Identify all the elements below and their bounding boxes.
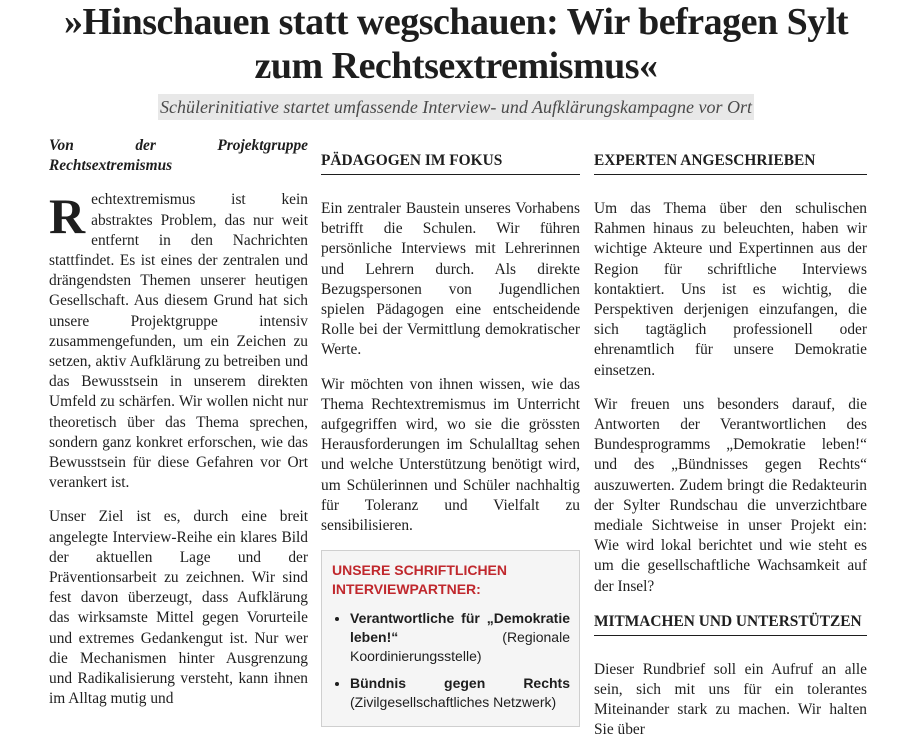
paedagogen-paragraph-2: Wir möchten von ihnen wissen, wie das Thema Rechtextremismus im Unterricht aufgegriffen wird, wo sie die grössten Herausforderungen im Schulalltag sehen und welche Unterstützung benötigt wird, um Schülerinnen und Schüler nachhaltig für Toleranz und Vielfalt zu sensibilisieren.	[321, 375, 580, 535]
article-subtitle: Schülerinitiative startet umfassende Interview- und Aufklärungskampagne vor Ort	[158, 94, 754, 120]
column-left	[49, 136, 308, 723]
column-right	[594, 136, 867, 755]
goal-paragraph: Unser Ziel ist es, durch eine breit angelegte Interview-Reihe ein klares Bild der aktuellen Lage und der Präventionsarbeit zu zeichnen. Wir sind fest davon überzeugt, dass Aufklärung das wirksamste Mittel gegen Vorurteile und extremes Gedankengut ist. Nur wer die Mechanismen hinter Ausgrenzung und Radikalisierung versteht, kann ihnen im Alltag mutig und	[49, 508, 308, 708]
list-item	[350, 609, 570, 666]
intro-paragraph	[49, 190, 308, 493]
section-heading-experten: EXPERTEN ANGESCHRIEBEN	[594, 150, 867, 175]
subtitle-row	[0, 94, 912, 120]
partner-role: (Regionale Koordinierungsstelle)	[350, 629, 570, 665]
intro-text: echtextremismus ist kein abstraktes Problem, das nur weit entfernt in den Nachrichten stattfindet. Es ist eines der zentralen und drängendsten Themen unserer heutigen Gesellschaft. Aus diesem Grund hat sich unsere Projektgruppe intensiv zusammengefunden, um ein Zeichen zu setzen, aktiv Aufklärung zu betreiben und das Bewusstsein in unserem direkten Umfeld zu schärfen. Wir wollen nicht nur theoretisch über das Thema sprechen, sondern ganz konkret erforschen, wie das Bewusstsein für diese Gefahren vor Ort verankert ist.	[49, 191, 308, 492]
section-heading-mitmachen: MITMACHEN UND UNTERSTÜTZEN	[594, 611, 867, 636]
partners-list	[332, 609, 570, 712]
drop-cap: R	[49, 188, 86, 245]
column-middle	[321, 136, 580, 727]
section-heading-paedagogen: PÄDAGOGEN IM FOKUS	[321, 150, 580, 175]
callout-title: UNSERE SCHRIFTLICHEN INTERVIEWPARTNER:	[332, 562, 508, 598]
partner-role: (Zivilgesellschaftliches Netzwerk)	[350, 694, 557, 711]
list-item	[350, 674, 570, 712]
partner-name: Bündnis gegen Rechts	[350, 675, 570, 692]
mitmachen-paragraph: Dieser Rundbrief soll ein Aufruf an alle sein, sich mit uns für ein tolerantes Miteinander stark zu machen. Wir halten Sie über	[594, 660, 867, 739]
paedagogen-paragraph-1: Ein zentraler Baustein unseres Vorhabens betrifft die Schulen. Wir führen persönliche Interviews mit Lehrerinnen und Lehrern durch. Als direkte Bezugspersonen von Jugendlichen spielen Pädagogen eine entscheidende Rolle bei der Vermittlung demokratischer Werte.	[321, 200, 580, 359]
experten-paragraph-1: Um das Thema über den schulischen Rahmen hinaus zu beleuchten, haben wir wichtige Akteure und Expertinnen aus der Region für schriftliche Interviews kontaktiert. Uns ist es wichtig, die Perspektiven derjenigen einzufangen, die sich tagtäglich professionell oder ehrenamtlich für unsere Demokratie einsetzen.	[594, 200, 867, 379]
experten-paragraph-2: Wir freuen uns besonders darauf, die Antworten der Verantwortlichen des Bundesprogramms „Demokratie leben!“ und des „Bündnisses gegen Rechts“ auszuwerten. Zudem bringt die Redakteurin der Sylter Rundschau die unverzichtbare mediale Sichtweise in unser Projekt ein: Wie wird lokal berichtet und wie steht es um die gesellschaftliche Wachsamkeit auf der Insel?	[594, 395, 867, 595]
partner-name: Verantwortliche für „Demokratie leben!“	[350, 610, 570, 646]
interview-partners-box	[321, 550, 580, 727]
byline: Von der Projektgruppe Rechtsextremismus	[49, 137, 308, 175]
article-title: »Hinschauen statt wegschauen: Wir befragen Sylt zum Rechtsextremismus«	[63, 1, 849, 87]
